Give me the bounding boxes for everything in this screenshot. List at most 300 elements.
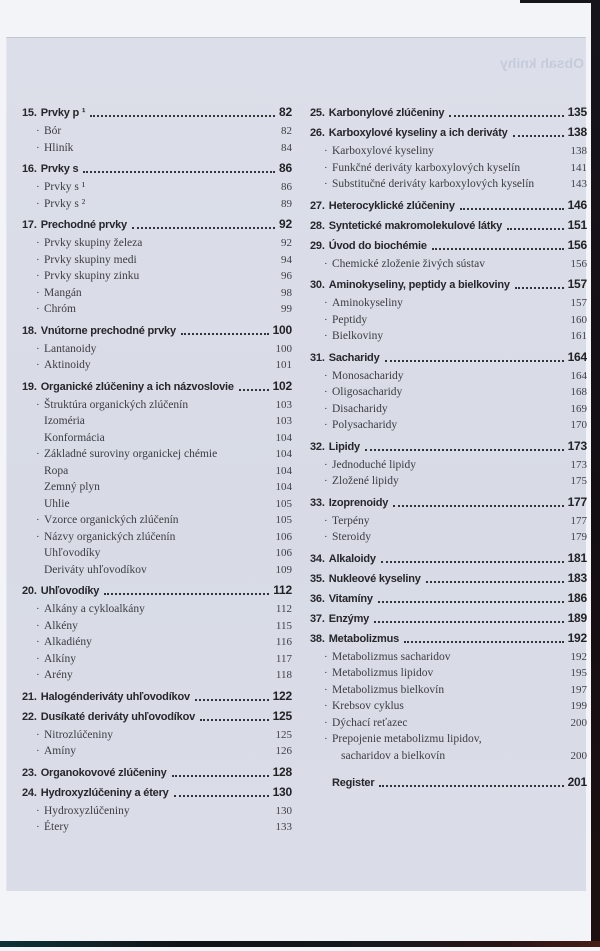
bullet-icon: · — [324, 297, 328, 309]
toc-sub-row — [22, 819, 292, 836]
bullet-icon: · — [324, 369, 328, 382]
sub-entry-page-number: 160 — [570, 313, 587, 326]
sub-entry-label: Hydroxyzlúčeniny — [44, 804, 130, 817]
toc-sub-row — [22, 743, 292, 760]
bullet-icon: · — [324, 178, 328, 190]
bullet-icon: · — [36, 669, 40, 681]
bullet-icon: · — [36, 342, 40, 355]
chapter-number: 28. — [310, 219, 325, 232]
toc-chapter-row — [22, 764, 292, 780]
bullet-icon: · — [36, 514, 40, 526]
bullet-icon: · — [36, 237, 40, 249]
sub-entry-label: Prvky skupiny zinku — [44, 270, 140, 282]
toc-sub-row — [22, 196, 292, 213]
sub-entry-label: Chemické zloženie živých sústav — [332, 257, 485, 270]
sub-entry-page-number: 86 — [281, 181, 292, 193]
bullet-icon: · — [36, 728, 40, 741]
sub-entry-label: Aminokyseliny — [332, 297, 403, 309]
sub-entry-page-number: 106 — [275, 530, 292, 543]
toc-sub-row — [22, 634, 292, 651]
chapter-page-number: 100 — [272, 322, 292, 337]
sub-entry-label: Bielkoviny — [332, 330, 384, 342]
sub-entry-label: Metabolizmus bielkovín — [332, 683, 445, 696]
bullet-icon: · — [36, 125, 40, 137]
bullet-icon: · — [324, 313, 328, 326]
bullet-icon: · — [36, 253, 40, 266]
toc-sub-row — [310, 401, 587, 418]
bullet-icon: · — [36, 141, 40, 154]
sub-entry-page-number: 84 — [281, 141, 292, 154]
toc-sub-row — [310, 143, 587, 160]
dot-leader — [104, 593, 269, 595]
bullet-icon: · — [36, 804, 40, 817]
chapter-title: Sacharidy — [328, 351, 380, 364]
toc-sub-row — [22, 341, 292, 358]
toc-chapter-row — [310, 438, 587, 454]
toc-left-column — [22, 100, 292, 836]
sub-entry-page-number: 133 — [275, 821, 292, 833]
dot-leader — [181, 333, 269, 335]
sub-entry-page-number: 164 — [570, 369, 587, 382]
sub-entry-page-number: 101 — [275, 359, 292, 371]
sub-entry-page-number: 157 — [570, 297, 587, 309]
sub-entry-page-number: 100 — [275, 342, 292, 355]
sub-entry-page-number: 82 — [281, 125, 292, 137]
bullet-icon: · — [324, 419, 328, 431]
sub-entry-label: Bór — [44, 125, 62, 137]
sub-entry-page-number: 173 — [570, 458, 587, 471]
sub-entry-page-number: 104 — [275, 464, 292, 477]
toc-chapter-row — [310, 630, 587, 646]
toc-sub-row — [310, 529, 587, 546]
chapter-title: Syntetické makromolekulové látky — [328, 219, 503, 232]
sub-entry-page-number: 105 — [275, 497, 292, 510]
toc-sub-row — [310, 649, 587, 666]
toc-sub-row — [22, 562, 292, 579]
sub-entry-label: Aktinoidy — [44, 359, 91, 371]
toc-sub-row — [310, 698, 587, 715]
toc-sub-row — [310, 665, 587, 682]
dot-leader — [460, 208, 564, 210]
dot-leader — [374, 621, 564, 623]
dot-leader — [507, 228, 564, 230]
sub-entry-label: Chróm — [44, 303, 76, 315]
sub-entry-label: Terpény — [332, 514, 370, 527]
toc-sub-row — [310, 457, 587, 474]
chapter-page-number: 112 — [273, 583, 292, 597]
toc-chapter-row — [310, 276, 587, 292]
bullet-icon: · — [324, 386, 328, 398]
sub-entry-page-number: 130 — [275, 804, 292, 817]
sub-entry-label: Ropa — [44, 464, 69, 477]
chapter-number: 27. — [310, 199, 325, 212]
sub-entry-page-number: 103 — [275, 398, 292, 411]
dot-leader — [132, 227, 275, 229]
sub-entry-label: Oligosacharidy — [332, 386, 403, 398]
sub-entry-label: sacharidov a bielkovín — [341, 749, 446, 762]
chapter-page-number: 173 — [567, 438, 587, 453]
toc-sub-row — [310, 160, 587, 177]
chapter-page-number: 186 — [567, 590, 587, 605]
dot-leader — [513, 135, 564, 137]
sub-entry-page-number: 109 — [275, 563, 292, 576]
toc-sub-row — [310, 328, 587, 345]
chapter-page-number: 130 — [272, 784, 292, 799]
sub-entry-page-number: 192 — [570, 650, 587, 663]
dot-leader — [379, 785, 563, 787]
chapter-title: Heterocyklické zlúčeniny — [328, 199, 455, 212]
dot-leader — [195, 699, 269, 701]
chapter-number: 38. — [310, 632, 325, 645]
sub-entry-label: Deriváty uhľovodíkov — [44, 563, 147, 576]
toc-sub-row — [22, 235, 292, 252]
toc-sub-row — [310, 731, 587, 748]
toc-chapter-row — [22, 582, 292, 598]
sub-entry-page-number: 106 — [275, 547, 292, 559]
chapter-page-number: 151 — [567, 217, 587, 232]
sub-entry-label: Prvky skupiny medi — [44, 253, 137, 266]
dot-leader — [426, 581, 564, 583]
sub-entry-page-number: 117 — [275, 652, 292, 665]
toc-sub-row — [310, 256, 587, 273]
chapter-title: Prechodné prvky — [40, 219, 127, 231]
chapter-title: Vnútorne prechodné prvky — [40, 324, 176, 337]
chapter-title: Organické zlúčeniny a ich názvoslovie — [40, 380, 234, 393]
toc-chapter-row — [310, 570, 587, 586]
sub-entry-page-number: 141 — [570, 161, 587, 174]
sub-entry-label: Lantanoidy — [44, 342, 97, 355]
chapter-page-number: 157 — [567, 277, 587, 291]
sub-entry-label: Alkadiény — [44, 636, 92, 648]
sub-entry-label: Prvky skupiny železa — [44, 237, 143, 249]
sub-entry-page-number: 98 — [281, 286, 292, 299]
toc-chapter-row — [310, 494, 587, 510]
dot-leader — [83, 171, 275, 173]
chapter-number: 25. — [310, 107, 325, 119]
sub-entry-label: Metabolizmus lipidov — [332, 667, 434, 679]
bullet-icon: · — [324, 700, 328, 712]
sub-entry-label: Zložené lipidy — [332, 475, 399, 487]
sub-entry-label: Étery — [44, 821, 69, 833]
sub-entry-label: Dýchací reťazec — [332, 716, 408, 729]
sub-entry-page-number: 92 — [281, 237, 292, 249]
sub-entry-label: Disacharidy — [332, 402, 388, 415]
sub-entry-label: Štruktúra organických zlúčenín — [44, 398, 189, 411]
toc-chapter-row — [310, 237, 587, 253]
toc-sub-row — [22, 727, 292, 744]
sub-entry-label: Prepojenie metabolizmu lipidov, — [332, 733, 482, 745]
sub-entry-label: Metabolizmus sacharidov — [332, 650, 451, 663]
bullet-icon: · — [324, 650, 328, 663]
sub-entry-label: Krebsov cyklus — [332, 700, 404, 712]
chapter-number: 23. — [22, 766, 37, 779]
toc-sub-row — [22, 446, 292, 463]
bullet-icon: · — [36, 359, 40, 371]
dot-leader — [404, 641, 564, 643]
bullet-icon: · — [36, 181, 40, 193]
toc-sub-row — [310, 513, 587, 530]
sub-entry-page-number: 112 — [275, 603, 292, 615]
chapter-title: Karboxylové kyseliny a ich deriváty — [328, 127, 508, 139]
sub-entry-page-number: 125 — [275, 728, 292, 741]
sub-entry-page-number: 200 — [570, 716, 587, 729]
bullet-icon: · — [324, 683, 328, 696]
toc-sub-row — [22, 667, 292, 684]
toc-sub-row — [22, 545, 292, 562]
sub-entry-label: Steroidy — [332, 531, 371, 543]
sub-entry-page-number: 200 — [570, 749, 587, 762]
toc-chapter-row — [310, 104, 587, 120]
dot-leader — [90, 115, 275, 117]
dot-leader — [239, 389, 269, 391]
bullet-icon: · — [36, 197, 40, 210]
sub-entry-label: Základné suroviny organickej chémie — [44, 448, 218, 460]
bullet-icon: · — [36, 303, 40, 315]
toc-sub-row — [22, 601, 292, 618]
toc-sub-row — [310, 295, 587, 312]
toc-chapter-row — [22, 784, 292, 800]
sub-entry-page-number: 143 — [570, 178, 587, 190]
toc-sub-row — [22, 463, 292, 480]
chapter-title: Enzýmy — [328, 612, 370, 625]
sub-entry-label: Prvky s ² — [44, 197, 86, 210]
sub-entry-label: Arény — [44, 669, 73, 681]
toc-chapter-row — [310, 217, 587, 233]
chapter-page-number: 177 — [567, 494, 587, 509]
sub-entry-label: Zemný plyn — [44, 481, 100, 493]
toc-sub-row — [22, 496, 292, 513]
sub-entry-label: Uhľovodíky — [44, 547, 101, 559]
chapter-page-number: 164 — [567, 349, 587, 364]
toc-sub-row — [22, 430, 292, 447]
bullet-icon: · — [324, 733, 328, 745]
toc-sub-row — [22, 479, 292, 496]
dot-leader — [432, 248, 564, 250]
sub-entry-page-number: 168 — [570, 386, 587, 398]
toc-sub-row — [22, 357, 292, 374]
toc-sub-row — [310, 682, 587, 699]
toc-chapter-row — [22, 708, 292, 724]
bullet-icon: · — [36, 603, 40, 615]
chapter-number: 29. — [310, 239, 325, 252]
toc-sub-row — [310, 176, 587, 193]
toc-sub-row — [22, 803, 292, 820]
toc-chapter-row — [22, 322, 292, 338]
sub-entry-label: Konformácia — [44, 431, 105, 444]
sub-entry-page-number: 96 — [281, 270, 292, 282]
sub-entry-page-number: 118 — [275, 669, 292, 681]
bullet-icon: · — [324, 514, 328, 527]
toc-sub-row — [310, 715, 587, 732]
chapter-page-number: 138 — [567, 125, 587, 139]
chapter-title: Prvky s — [40, 163, 79, 175]
toc-chapter-row — [310, 590, 587, 606]
chapter-title: Prvky p ¹ — [40, 107, 86, 119]
sub-entry-label: Karboxylové kyseliny — [332, 145, 434, 157]
bullet-icon: · — [36, 745, 40, 757]
toc-sub-row — [22, 512, 292, 529]
toc-chapter-row — [310, 610, 587, 626]
sub-entry-page-number: 177 — [570, 514, 587, 527]
sub-entry-page-number: 104 — [275, 448, 292, 460]
chapter-title: Metabolizmus — [328, 632, 400, 645]
chapter-title: Vitamíny — [328, 592, 373, 605]
bullet-icon: · — [324, 531, 328, 543]
chapter-title: Karbonylové zlúčeniny — [328, 107, 445, 119]
chapter-number: 30. — [310, 279, 325, 291]
dot-leader — [200, 719, 269, 721]
chapter-number: 33. — [310, 496, 325, 509]
sub-entry-page-number: 195 — [570, 667, 587, 679]
toc-right-column — [310, 100, 587, 793]
dot-leader — [449, 115, 563, 117]
sub-entry-label: Názvy organických zlúčenín — [44, 530, 176, 543]
chapter-title: Organokovové zlúčeniny — [40, 766, 167, 779]
sub-entry-label: Amíny — [44, 745, 76, 757]
chapter-page-number: 82 — [279, 105, 292, 119]
toc-chapter-row — [22, 688, 292, 704]
toc-chapter-row — [22, 378, 292, 394]
chapter-page-number: 181 — [567, 550, 587, 565]
toc-chapter-row — [310, 349, 587, 365]
scan-right-edge — [591, 0, 600, 947]
toc-sub-row — [22, 252, 292, 269]
chapter-title: Alkaloidy — [328, 552, 376, 565]
sub-entry-page-number: 179 — [570, 531, 587, 543]
chapter-page-number: 201 — [567, 775, 587, 789]
sub-entry-label: Jednoduché lipidy — [332, 458, 416, 471]
chapter-number: 22. — [22, 710, 37, 723]
dot-leader — [381, 561, 564, 563]
toc-sub-row — [22, 123, 292, 140]
sub-entry-label: Nitrozlúčeniny — [44, 728, 113, 741]
bullet-icon: · — [324, 716, 328, 729]
toc-sub-row — [310, 748, 587, 765]
sub-entry-label: Peptidy — [332, 313, 368, 326]
chapter-title: Izoprenoidy — [328, 496, 389, 509]
sub-entry-page-number: 89 — [281, 197, 292, 210]
dot-leader — [393, 505, 563, 507]
scan-bottom-edge-line — [0, 941, 600, 947]
sub-entry-label: Monosacharidy — [332, 369, 404, 382]
toc-sub-row — [22, 413, 292, 430]
bullet-icon: · — [36, 398, 40, 411]
toc-sub-row — [22, 651, 292, 668]
bullet-icon: · — [324, 667, 328, 679]
sub-entry-label: Funkčné deriváty karboxylových kyselín — [332, 161, 521, 174]
chapter-number: 36. — [310, 592, 325, 605]
scan-top-edge-line — [520, 0, 600, 3]
bullet-icon: · — [36, 270, 40, 282]
chapter-page-number: 122 — [272, 688, 292, 703]
chapter-page-number: 189 — [567, 610, 587, 625]
sub-entry-page-number: 170 — [570, 419, 587, 431]
toc-chapter-row — [310, 550, 587, 566]
chapter-number: 34. — [310, 552, 325, 565]
toc-sub-row — [22, 285, 292, 302]
toc-chapter-row — [22, 104, 292, 120]
sub-entry-page-number: 175 — [570, 475, 587, 487]
sub-entry-label: Alkíny — [44, 652, 76, 665]
chapter-number: 19. — [22, 380, 37, 393]
chapter-page-number: 128 — [272, 764, 292, 779]
chapter-number: 20. — [22, 585, 37, 597]
sub-entry-page-number: 103 — [275, 415, 292, 427]
sub-entry-page-number: 156 — [570, 257, 587, 270]
chapter-number: 16. — [22, 163, 37, 175]
bullet-icon: · — [324, 161, 328, 174]
chapter-number: 17. — [22, 219, 37, 231]
toc-sub-row — [22, 179, 292, 196]
sub-entry-page-number: 169 — [570, 402, 587, 415]
dot-leader — [174, 795, 269, 797]
toc-sub-row — [310, 368, 587, 385]
toc-register-row — [310, 774, 587, 790]
chapter-page-number: 125 — [272, 708, 292, 723]
sub-entry-page-number: 197 — [570, 683, 587, 696]
toc-chapter-row — [310, 124, 587, 140]
chapter-number: 26. — [310, 127, 325, 139]
bullet-icon: · — [36, 619, 40, 632]
chapter-title: Lipidy — [328, 440, 360, 453]
bullet-icon: · — [324, 145, 328, 157]
sub-entry-page-number: 138 — [570, 145, 587, 157]
toc-sub-row — [310, 312, 587, 329]
sub-entry-page-number: 115 — [275, 619, 292, 632]
chapter-number: 35. — [310, 572, 325, 585]
bullet-icon: · — [36, 821, 40, 833]
toc-sub-row — [22, 268, 292, 285]
chapter-title: Nukleové kyseliny — [328, 572, 421, 585]
bullet-icon: · — [36, 286, 40, 299]
chapter-number: 21. — [22, 690, 37, 703]
chapter-title: Úvod do biochémie — [328, 239, 427, 252]
sub-entry-page-number: 161 — [570, 330, 587, 342]
chapter-page-number: 156 — [567, 237, 587, 252]
chapter-title: Hydroxyzlúčeniny a étery — [40, 786, 169, 799]
sub-entry-page-number: 94 — [281, 253, 292, 266]
chapter-title: Halogénderiváty uhľovodíkov — [40, 690, 190, 703]
dot-leader — [515, 287, 564, 289]
sub-entry-page-number: 199 — [570, 700, 587, 712]
bullet-icon: · — [36, 652, 40, 665]
bullet-icon: · — [324, 475, 328, 487]
dot-leader — [385, 360, 564, 362]
toc-sub-row — [22, 140, 292, 157]
chapter-page-number: 102 — [272, 378, 292, 393]
chapter-number: 31. — [310, 351, 325, 364]
chapter-page-number: 135 — [567, 105, 587, 119]
chapter-title: Dusíkaté deriváty uhľovodíkov — [40, 710, 196, 723]
chapter-page-number: 146 — [567, 197, 587, 212]
chapter-number: 37. — [310, 612, 325, 625]
toc-sub-row — [310, 417, 587, 434]
chapter-title: Register — [332, 777, 375, 789]
sub-entry-page-number: 99 — [281, 303, 292, 315]
sub-entry-label: Hliník — [44, 141, 74, 154]
bullet-icon: · — [324, 330, 328, 342]
sub-entry-label: Izoméria — [44, 415, 85, 427]
toc-chapter-row — [22, 160, 292, 176]
chapter-number: 24. — [22, 786, 37, 799]
sub-entry-label: Mangán — [44, 286, 82, 299]
dot-leader — [172, 775, 269, 777]
toc-sub-row — [22, 529, 292, 546]
sub-entry-label: Vzorce organických zlúčenín — [44, 514, 179, 526]
dot-leader — [378, 601, 564, 603]
dot-leader — [365, 449, 564, 451]
chapter-title: Uhľovodíky — [40, 585, 100, 597]
